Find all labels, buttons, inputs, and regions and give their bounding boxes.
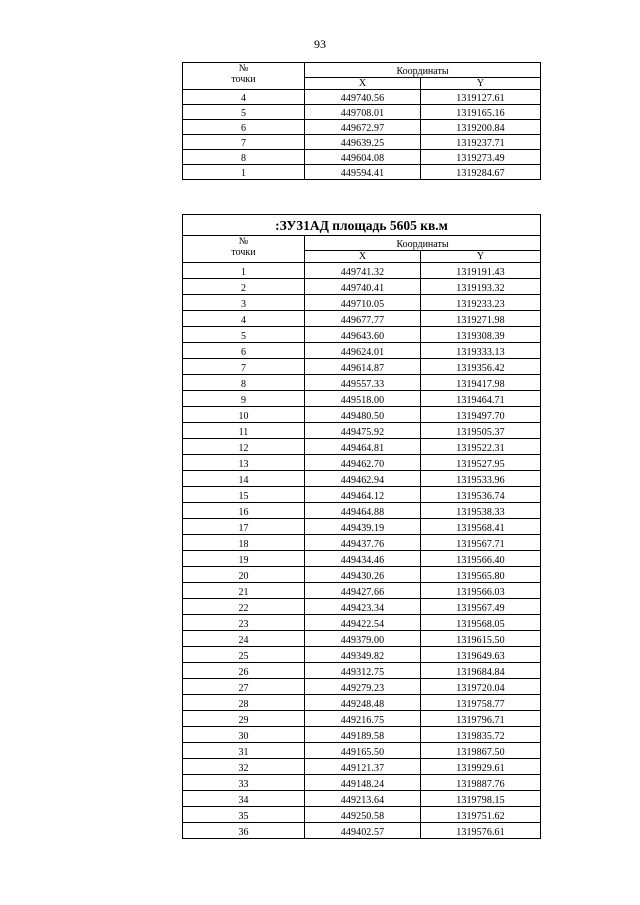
x-coordinate-cell: 449349.82 [305, 647, 421, 663]
point-number-cell: 11 [183, 423, 305, 439]
table-1-body [183, 90, 541, 180]
x-coordinate-cell: 449624.01 [305, 343, 421, 359]
table-row [183, 615, 541, 631]
table-row [183, 343, 541, 359]
x-coordinate-cell: 449165.50 [305, 743, 421, 759]
table-row [183, 519, 541, 535]
point-number-cell: 35 [183, 807, 305, 823]
y-coordinate-cell: 1319615.50 [421, 631, 541, 647]
x-coordinate-cell: 449594.41 [305, 165, 421, 180]
y-coordinate-cell: 1319929.61 [421, 759, 541, 775]
point-number-cell: 9 [183, 391, 305, 407]
y-coordinate-cell: 1319720.04 [421, 679, 541, 695]
coordinates-table-2 [182, 214, 541, 839]
table-row [183, 759, 541, 775]
y-coordinate-cell: 1319522.31 [421, 439, 541, 455]
point-number-cell: 5 [183, 105, 305, 120]
table-row [183, 487, 541, 503]
table-row [183, 150, 541, 165]
point-number-cell: 31 [183, 743, 305, 759]
x-coordinate-cell: 449427.66 [305, 583, 421, 599]
y-coordinate-cell: 1319565.80 [421, 567, 541, 583]
point-number-cell: 8 [183, 150, 305, 165]
coordinates-header: Координаты [305, 63, 541, 78]
x-coordinate-cell: 449677.77 [305, 311, 421, 327]
table-row [183, 503, 541, 519]
point-number-cell: 26 [183, 663, 305, 679]
point-number-cell: 36 [183, 823, 305, 839]
point-number-cell: 24 [183, 631, 305, 647]
y-coordinate-cell: 1319533.96 [421, 471, 541, 487]
point-number-cell: 1 [183, 165, 305, 180]
point-number-cell: 20 [183, 567, 305, 583]
x-coordinate-cell: 449430.26 [305, 567, 421, 583]
point-number-cell: 21 [183, 583, 305, 599]
x-coordinate-cell: 449462.70 [305, 455, 421, 471]
x-coordinate-cell: 449557.33 [305, 375, 421, 391]
x-coordinate-cell: 449710.05 [305, 295, 421, 311]
table-row [183, 647, 541, 663]
y-coordinate-cell: 1319566.40 [421, 551, 541, 567]
point-number-cell: 33 [183, 775, 305, 791]
table-row [183, 279, 541, 295]
x-coordinate-cell: 449604.08 [305, 150, 421, 165]
table-row [183, 631, 541, 647]
table-row [183, 90, 541, 105]
x-coordinate-cell: 449213.64 [305, 791, 421, 807]
y-coordinate-cell: 1319649.63 [421, 647, 541, 663]
point-number-cell: 7 [183, 135, 305, 150]
table-row [183, 391, 541, 407]
y-coordinate-cell: 1319751.62 [421, 807, 541, 823]
table-row [183, 295, 541, 311]
table-row [183, 807, 541, 823]
y-coordinate-cell: 1319193.32 [421, 279, 541, 295]
y-coordinate-cell: 1319576.61 [421, 823, 541, 839]
point-number-header [183, 63, 305, 90]
table-row [183, 165, 541, 180]
y-coordinate-cell: 1319200.84 [421, 120, 541, 135]
point-number-cell: 4 [183, 90, 305, 105]
x-coordinate-cell: 449216.75 [305, 711, 421, 727]
table-row [183, 663, 541, 679]
y-coordinate-cell: 1319127.61 [421, 90, 541, 105]
y-coordinate-cell: 1319464.71 [421, 391, 541, 407]
y-coordinate-cell: 1319536.74 [421, 487, 541, 503]
x-coordinate-cell: 449250.58 [305, 807, 421, 823]
y-coordinate-cell: 1319237.71 [421, 135, 541, 150]
point-number-cell: 5 [183, 327, 305, 343]
x-coordinate-cell: 449422.54 [305, 615, 421, 631]
y-coordinate-cell: 1319333.13 [421, 343, 541, 359]
y-coordinate-cell: 1319527.95 [421, 455, 541, 471]
x-coordinate-cell: 449434.46 [305, 551, 421, 567]
y-coordinate-cell: 1319835.72 [421, 727, 541, 743]
x-coordinate-cell: 449518.00 [305, 391, 421, 407]
point-number-cell: 34 [183, 791, 305, 807]
table-row [183, 455, 541, 471]
point-number-cell: 8 [183, 375, 305, 391]
table-row [183, 823, 541, 839]
x-coordinate-cell: 449639.25 [305, 135, 421, 150]
y-coordinate-cell: 1319567.49 [421, 599, 541, 615]
y-coordinate-cell: 1319165.16 [421, 105, 541, 120]
coordinates-table-1 [182, 62, 541, 180]
x-coordinate-cell: 449148.24 [305, 775, 421, 791]
x-coordinate-cell: 449462.94 [305, 471, 421, 487]
table-row [183, 135, 541, 150]
point-number-cell: 2 [183, 279, 305, 295]
y-coordinate-cell: 1319284.67 [421, 165, 541, 180]
y-coordinate-cell: 1319356.42 [421, 359, 541, 375]
page-number: 93 [314, 37, 326, 51]
point-number-cell: 17 [183, 519, 305, 535]
table-row [183, 327, 541, 343]
table-row [183, 263, 541, 279]
x-coordinate-cell: 449464.81 [305, 439, 421, 455]
table-row [183, 375, 541, 391]
x-coordinate-cell: 449437.76 [305, 535, 421, 551]
x-coordinate-cell: 449189.58 [305, 727, 421, 743]
point-number-symbol: № [238, 236, 249, 247]
table-row [183, 105, 541, 120]
table-2-body [183, 263, 541, 839]
y-coordinate-cell: 1319505.37 [421, 423, 541, 439]
y-coordinate-cell: 1319887.76 [421, 775, 541, 791]
table-row [183, 727, 541, 743]
table-row [183, 583, 541, 599]
table-row [183, 311, 541, 327]
x-coordinate-cell: 449740.56 [305, 90, 421, 105]
x-coordinate-cell: 449121.37 [305, 759, 421, 775]
x-coordinate-cell: 449708.01 [305, 105, 421, 120]
y-coordinate-cell: 1319308.39 [421, 327, 541, 343]
table-row [183, 695, 541, 711]
point-number-cell: 13 [183, 455, 305, 471]
point-number-cell: 1 [183, 263, 305, 279]
point-number-cell: 18 [183, 535, 305, 551]
point-number-cell: 12 [183, 439, 305, 455]
point-number-cell: 32 [183, 759, 305, 775]
table-row [183, 471, 541, 487]
y-coordinate-cell: 1319796.71 [421, 711, 541, 727]
x-header: X [305, 78, 421, 90]
point-number-cell: 7 [183, 359, 305, 375]
y-header: Y [421, 251, 541, 263]
y-coordinate-cell: 1319271.98 [421, 311, 541, 327]
table-row [183, 120, 541, 135]
coordinates-header: Координаты [305, 236, 541, 251]
point-number-cell: 10 [183, 407, 305, 423]
y-coordinate-cell: 1319568.05 [421, 615, 541, 631]
point-number-cell: 16 [183, 503, 305, 519]
table-row [183, 775, 541, 791]
x-header: X [305, 251, 421, 263]
y-coordinate-cell: 1319798.15 [421, 791, 541, 807]
y-coordinate-cell: 1319567.71 [421, 535, 541, 551]
point-number-cell: 14 [183, 471, 305, 487]
x-coordinate-cell: 449379.00 [305, 631, 421, 647]
table-row [183, 551, 541, 567]
x-coordinate-cell: 449672.97 [305, 120, 421, 135]
point-number-word: точки [231, 247, 256, 258]
table-row [183, 743, 541, 759]
point-number-symbol: № [238, 63, 249, 74]
y-header: Y [421, 78, 541, 90]
y-coordinate-cell: 1319758.77 [421, 695, 541, 711]
x-coordinate-cell: 449464.12 [305, 487, 421, 503]
point-number-word: точки [231, 74, 256, 85]
y-coordinate-cell: 1319417.98 [421, 375, 541, 391]
point-number-cell: 29 [183, 711, 305, 727]
plot-title: :ЗУ31АД площадь 5605 кв.м [183, 215, 541, 236]
point-number-cell: 6 [183, 120, 305, 135]
x-coordinate-cell: 449464.88 [305, 503, 421, 519]
table-row [183, 567, 541, 583]
x-coordinate-cell: 449402.57 [305, 823, 421, 839]
point-number-cell: 3 [183, 295, 305, 311]
point-number-cell: 28 [183, 695, 305, 711]
x-coordinate-cell: 449475.92 [305, 423, 421, 439]
table-row [183, 423, 541, 439]
point-number-cell: 4 [183, 311, 305, 327]
y-coordinate-cell: 1319566.03 [421, 583, 541, 599]
point-number-cell: 23 [183, 615, 305, 631]
point-number-cell: 15 [183, 487, 305, 503]
table-row [183, 599, 541, 615]
table-row [183, 407, 541, 423]
x-coordinate-cell: 449439.19 [305, 519, 421, 535]
y-coordinate-cell: 1319233.23 [421, 295, 541, 311]
table-row [183, 535, 541, 551]
y-coordinate-cell: 1319538.33 [421, 503, 541, 519]
point-number-cell: 30 [183, 727, 305, 743]
x-coordinate-cell: 449423.34 [305, 599, 421, 615]
point-number-cell: 22 [183, 599, 305, 615]
x-coordinate-cell: 449312.75 [305, 663, 421, 679]
x-coordinate-cell: 449741.32 [305, 263, 421, 279]
point-number-cell: 27 [183, 679, 305, 695]
point-number-cell: 6 [183, 343, 305, 359]
point-number-cell: 19 [183, 551, 305, 567]
point-number-cell: 25 [183, 647, 305, 663]
y-coordinate-cell: 1319191.43 [421, 263, 541, 279]
y-coordinate-cell: 1319684.84 [421, 663, 541, 679]
x-coordinate-cell: 449279.23 [305, 679, 421, 695]
table-row [183, 791, 541, 807]
point-number-header [183, 236, 305, 263]
table-row [183, 679, 541, 695]
x-coordinate-cell: 449614.87 [305, 359, 421, 375]
x-coordinate-cell: 449643.60 [305, 327, 421, 343]
x-coordinate-cell: 449480.50 [305, 407, 421, 423]
table-row [183, 359, 541, 375]
y-coordinate-cell: 1319867.50 [421, 743, 541, 759]
y-coordinate-cell: 1319273.49 [421, 150, 541, 165]
table-row [183, 711, 541, 727]
y-coordinate-cell: 1319568.41 [421, 519, 541, 535]
y-coordinate-cell: 1319497.70 [421, 407, 541, 423]
x-coordinate-cell: 449740.41 [305, 279, 421, 295]
table-row [183, 439, 541, 455]
x-coordinate-cell: 449248.48 [305, 695, 421, 711]
